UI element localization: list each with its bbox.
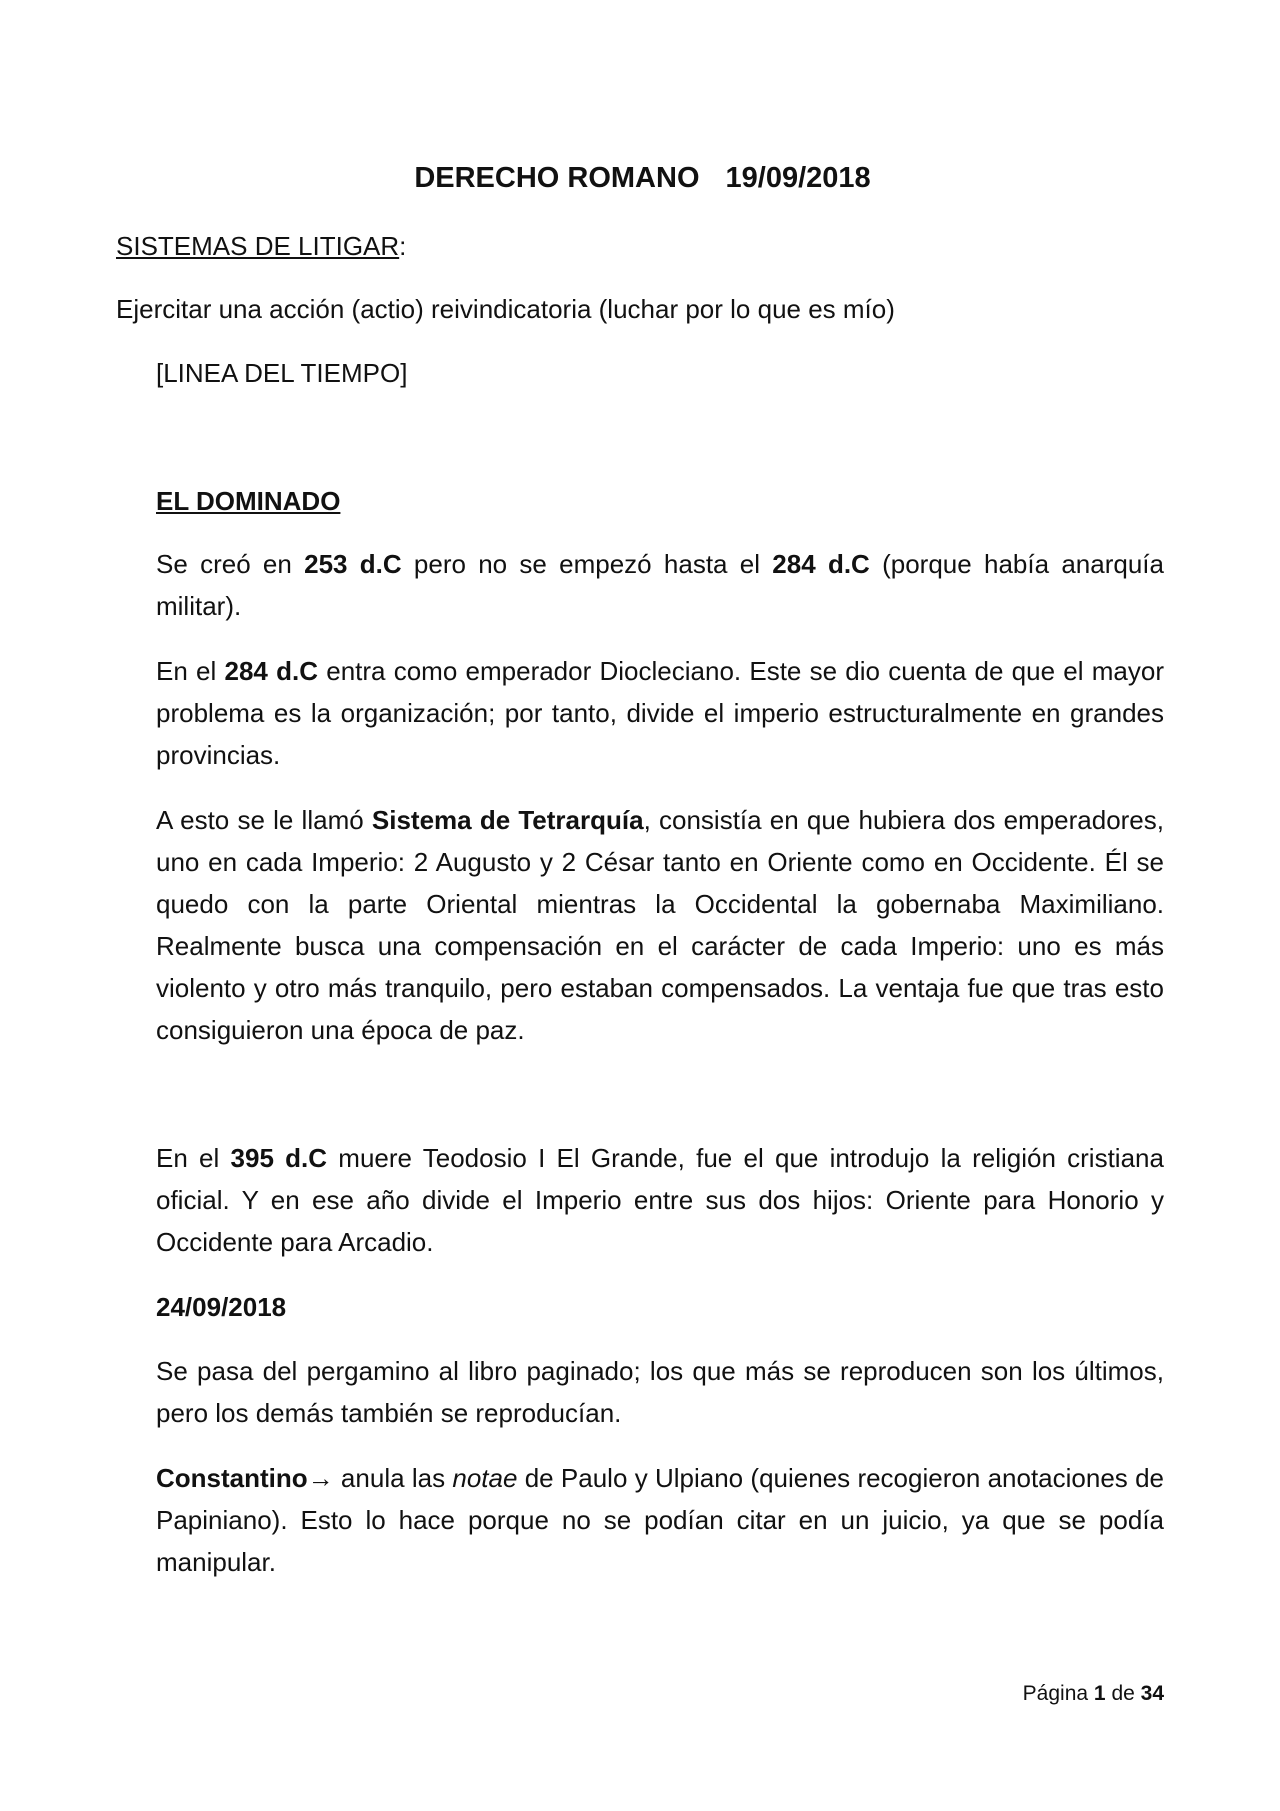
bold-run: 284 d.C xyxy=(772,549,870,579)
text-run: pero no se empezó hasta el xyxy=(401,549,773,579)
page-title xyxy=(0,160,1280,196)
bold-run: 253 d.C xyxy=(304,549,402,579)
page-footer xyxy=(1023,1680,1164,1708)
text-run: , consistía en que hubiera dos emperadores, uno en cada Imperio: 2 Augusto y 2 César tanto en Oriente como en Occidente. Él se quedo con la parte Oriental mientras la Occidental la gobernaba Maximiliano. Realmente busca una compensación en el carácter de cada Imperio: uno es más violento y otro más tranquilo, pero estaban compensados. La ventaja fue que tras esto consiguieron una época de paz. xyxy=(156,805,1164,1045)
paragraph-tetrarquia xyxy=(156,799,1164,1051)
text-run: muere Teodosio I El Grande, fue el que introdujo la religión cristiana oficial. Y en ese año divide el Imperio entre sus dos hijos: Oriente para Honorio y Occidente para Arcadio. xyxy=(156,1143,1164,1257)
bold-run: 395 d.C xyxy=(230,1143,328,1173)
bold-run: Constantino xyxy=(156,1463,308,1493)
intro-line: Ejercitar una acción (actio) reivindicatoria (luchar por lo que es mío) xyxy=(116,294,895,324)
text-run: de Paulo y Ulpiano (quienes recogieron anotaciones de Papiniano). Esto lo hace porque no se podían citar en un juicio, ya que se podía manipular. xyxy=(156,1463,1164,1577)
title-date: 19/09/2018 xyxy=(725,162,871,194)
total-pages: 34 xyxy=(1140,1682,1164,1705)
text-run: En el xyxy=(156,1143,231,1173)
italic-run: notae xyxy=(452,1463,518,1493)
paragraph-dominado-origin xyxy=(156,543,1164,627)
text-run: (porque había anarquía militar). xyxy=(156,549,1164,621)
section-heading xyxy=(116,226,406,267)
session-date-heading: 24/09/2018 xyxy=(156,1292,287,1322)
bold-run: 284 d.C xyxy=(224,656,318,686)
section-heading-text: SISTEMAS DE LITIGAR xyxy=(116,231,400,261)
paragraph-pergamino: Se pasa del pergamino al libro paginado; los que más se reproducen son los últimos, pero los demás también se reproducían. xyxy=(156,1356,1164,1428)
page-number: 1 xyxy=(1093,1682,1106,1705)
title-text: DERECHO ROMANO xyxy=(414,162,700,194)
paragraph-diocleciano xyxy=(156,650,1164,776)
text-run: anula las xyxy=(333,1463,453,1493)
bold-run: Sistema de Tetrarquía xyxy=(371,805,644,835)
paragraph-teodosio xyxy=(156,1137,1164,1263)
timeline-note: [LINEA DEL TIEMPO] xyxy=(156,358,408,388)
text-run: En el xyxy=(156,656,225,686)
text-run: Se creó en xyxy=(156,549,305,579)
section-heading-colon: : xyxy=(399,231,407,261)
text-run: entra como emperador Diocleciano. Este se dio cuenta de que el mayor problema es la organización; por tanto, divide el imperio estructuralmente en grandes provincias. xyxy=(156,656,1164,770)
text-run: A esto se le llamó xyxy=(156,805,372,835)
page-label: Página xyxy=(1022,1682,1089,1705)
dominado-heading: EL DOMINADO xyxy=(156,486,341,516)
paragraph-constantino xyxy=(156,1457,1164,1583)
right-arrow-icon: → xyxy=(307,1463,334,1493)
of-label: de xyxy=(1111,1682,1135,1705)
